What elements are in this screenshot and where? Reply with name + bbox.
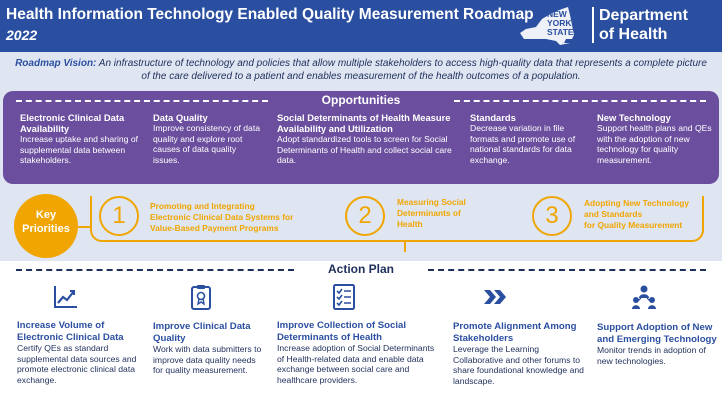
opportunities-title: Opportunities: [321, 93, 401, 107]
action-plan-title-row: [16, 262, 706, 276]
priority-1-line3: Value-Based Payment Programs: [150, 223, 279, 233]
opportunity-heading: New Technology: [597, 112, 671, 123]
opportunity-data-quality: [153, 112, 265, 165]
priority-1-text: [150, 201, 320, 234]
action-improve-sdoh-collection: [277, 320, 437, 385]
opportunities-dash-left: [16, 100, 268, 102]
opportunity-body: Increase uptake and sharing of supplemental data between stakeholders.: [20, 134, 139, 165]
opportunity-heading: Electronic Clinical Data Availability: [20, 112, 125, 134]
double-chevron-icon: [481, 283, 509, 311]
priority-number-2: 2: [345, 196, 385, 236]
opportunity-heading: Data Quality: [153, 112, 208, 123]
opportunity-body: Support health plans and QEs with the adoption of new technology for quality measurement.: [597, 123, 712, 165]
vision-label: Roadmap Vision:: [15, 58, 97, 69]
priority-3-line2: and Standards: [584, 209, 643, 219]
roadmap-vision: [10, 58, 712, 83]
priority-2-line2: Determinants of: [397, 208, 461, 218]
action-body: Monitor trends in adoption of new technologies.: [597, 345, 706, 366]
opportunity-social-determinants: [277, 112, 457, 166]
opportunity-electronic-clinical-data: [20, 112, 140, 166]
checklist-icon: [330, 283, 358, 311]
opportunity-heading: Standards: [470, 112, 516, 123]
priority-number-1: 1: [99, 196, 139, 236]
action-heading: Improve Collection of Social Determinants of Health: [277, 320, 407, 343]
dept-line1: Department: [599, 7, 688, 24]
priority-2-line1: Measuring Social: [397, 197, 466, 207]
opportunity-standards: [470, 112, 583, 165]
logo-line-york: YORK: [547, 18, 572, 28]
action-heading: Increase Volume of Electronic Clinical Data: [17, 320, 124, 343]
key-priorities-line1: Key: [35, 209, 57, 221]
priority-1-line2: Electronic Clinical Data Systems for: [150, 212, 294, 222]
logo-line-new: NEW: [547, 9, 567, 19]
page-year: 2022: [6, 27, 38, 43]
opportunities-title-row: [16, 93, 706, 107]
opportunity-body: Decrease variation in file formats and promote use of national standards for data exchange.: [470, 123, 576, 165]
opportunity-body: Improve consistency of data quality and explore root causes of data quality issues.: [153, 123, 260, 165]
opportunity-new-technology: [597, 112, 714, 165]
priority-1-line1: Promoting and Integrating: [150, 201, 255, 211]
action-body: Certify QEs as standard supplemental data sources and promote electronic clinical data exchange.: [17, 343, 137, 385]
vision-text: An infrastructure of technology and policies that allow multiple stakeholders to access high-quality data that represents a complete picture of the care delivered to a patient and enables measurement of the health outcomes of a population.: [96, 58, 707, 82]
opportunity-heading: Social Determinants of Health Measure Availability and Utilization: [277, 112, 451, 134]
clipboard-ribbon-icon: [187, 283, 215, 311]
action-heading: Support Adoption of New and Emerging Technology: [597, 322, 717, 345]
key-priorities-connector: [78, 226, 92, 228]
department-name: [599, 6, 688, 44]
people-network-icon: [630, 283, 658, 311]
logo-line-state: STATE: [547, 27, 574, 37]
page-title: Health Information Technology Enabled Quality Measurement Roadmap: [6, 6, 534, 23]
action-improve-quality: [153, 321, 263, 376]
action-body: Leverage the Learning Collaborative and other forums to share foundational knowledge and landscape.: [453, 344, 584, 386]
priority-3-line3: for Quality Measurement: [584, 220, 683, 230]
opportunities-dash-right: [454, 100, 706, 102]
state-logo-text: [547, 10, 574, 37]
action-heading: Promote Alignment Among Stakeholders: [453, 321, 577, 344]
action-promote-alignment: [453, 321, 585, 386]
chart-line-icon: [52, 283, 80, 311]
dept-line2: of Health: [599, 26, 668, 43]
logo-divider: [592, 7, 594, 43]
priority-3-text: [584, 198, 714, 231]
priorities-bracket-tick: [404, 242, 406, 252]
action-plan-dash-right: [428, 269, 706, 271]
action-plan-dash-left: [16, 269, 294, 271]
priority-2-line3: Health: [397, 219, 423, 229]
key-priorities-label: [14, 208, 78, 236]
action-body: Work with data submitters to improve data quality needs for quality measurement.: [153, 344, 262, 376]
action-plan-title: Action Plan: [327, 262, 394, 276]
priority-3-line1: Adopting New Technology: [584, 198, 689, 208]
action-increase-volume: [17, 320, 145, 385]
action-heading: Improve Clinical Data Quality: [153, 321, 251, 344]
priority-number-3: 3: [532, 196, 572, 236]
opportunity-body: Adopt standardized tools to screen for Social Determinants of Health and collect social care data.: [277, 134, 452, 165]
key-priorities-line2: Priorities: [22, 223, 70, 235]
action-support-technology: [597, 322, 717, 366]
action-body: Increase adoption of Social Determinants of Health-related data and enable data exchange between social care and healthcare providers.: [277, 343, 435, 385]
priority-2-text: [397, 197, 497, 230]
